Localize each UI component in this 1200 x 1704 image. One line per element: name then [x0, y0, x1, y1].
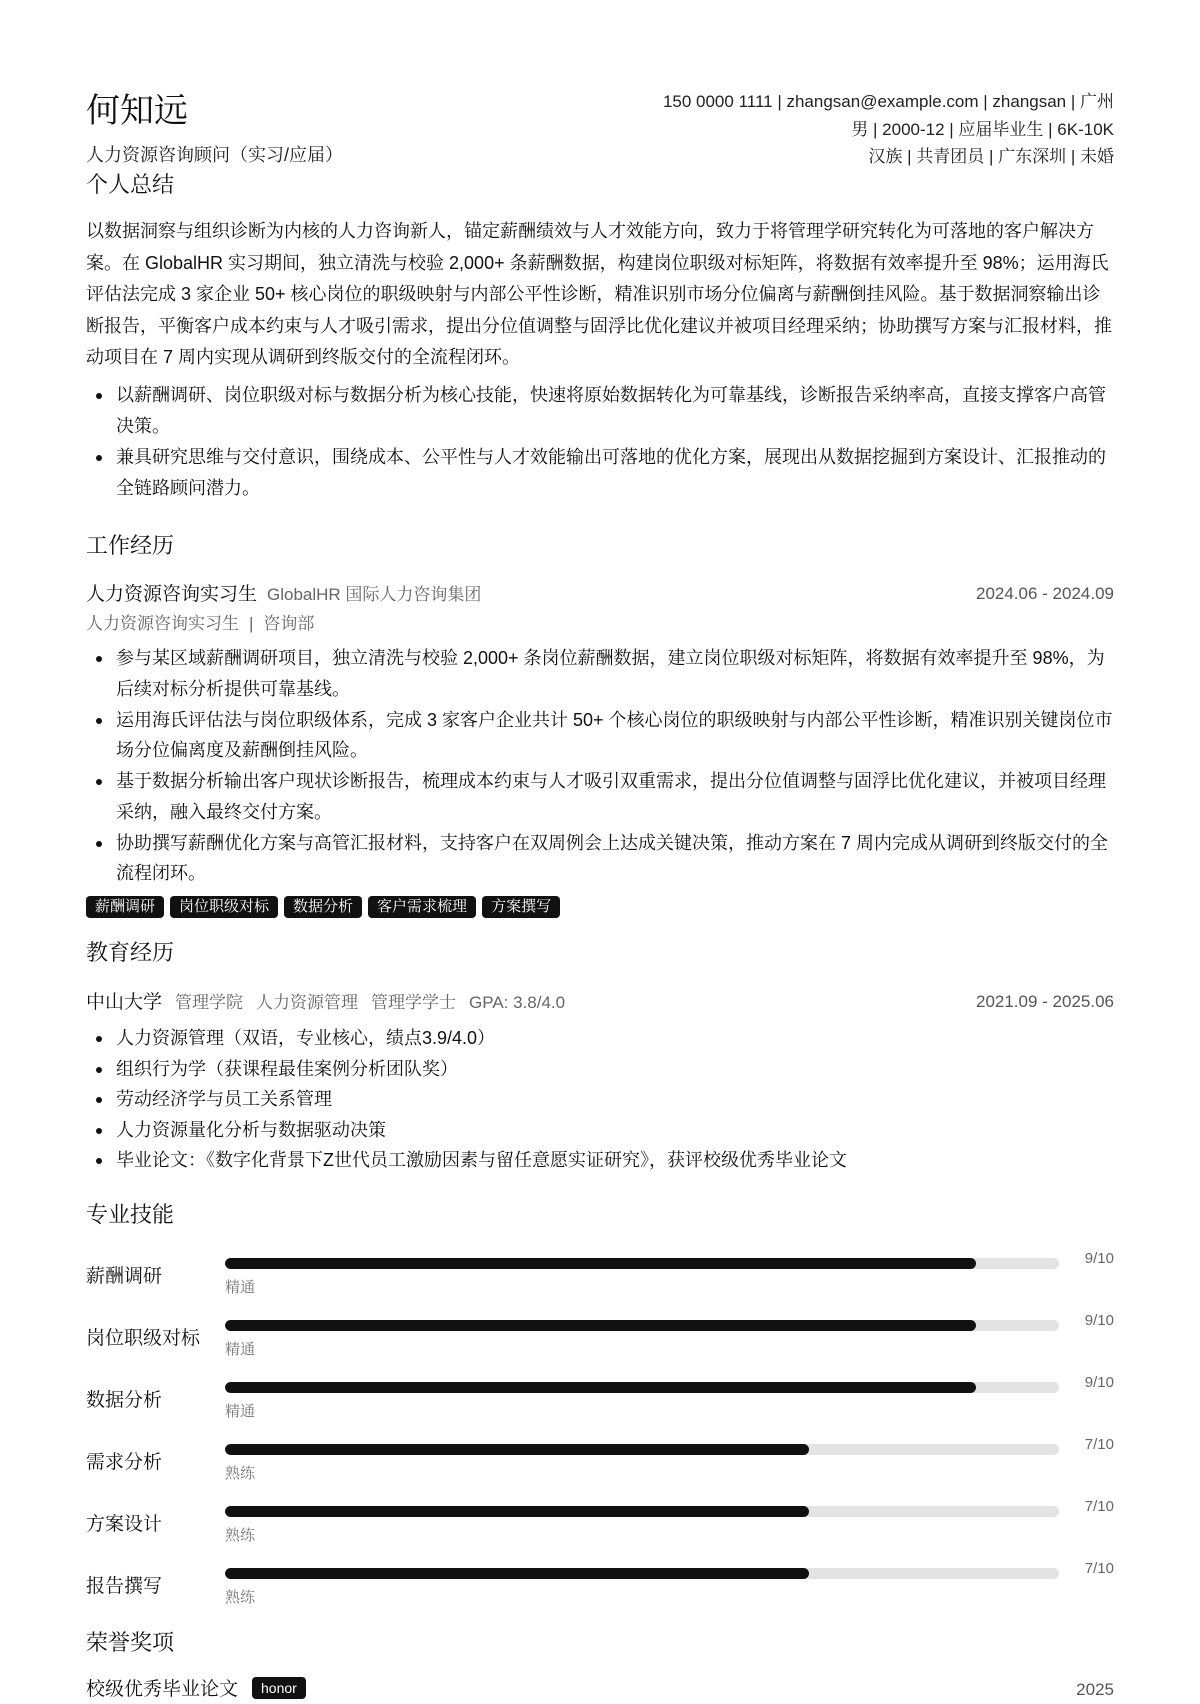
skill-level: 熟练 [225, 1465, 256, 1482]
work-bullet: 参与某区域薪酬调研项目，独立清洗与校验 2,000+ 条岗位薪酬数据，建立岗位职级对标矩阵，将数据有效率提升至 98%，为后续对标分析提供可靠基线。 [86, 643, 1114, 704]
skill-name: 薪酬调研 [86, 1266, 163, 1287]
skill-bar-fill [225, 1320, 976, 1331]
position-separator: | [249, 614, 254, 633]
skill-row [86, 1250, 1114, 1310]
company-name: GlobalHR 国际人力咨询集团 [267, 585, 482, 604]
job-title: 人力资源咨询实习生 [86, 584, 258, 605]
skill-bar-track [225, 1444, 1059, 1455]
skill-row [86, 1374, 1114, 1434]
skill-score: 9/10 [1084, 1374, 1114, 1391]
resume-header [86, 84, 1114, 174]
position-name: 人力资源咨询实习生 [86, 614, 239, 633]
skill-tag-list [86, 896, 560, 918]
department-name: 咨询部 [263, 614, 315, 633]
skill-name: 数据分析 [86, 1390, 163, 1411]
skill-name: 方案设计 [86, 1514, 163, 1535]
skill-tag: 数据分析 [284, 896, 362, 918]
honor-badge: honor [252, 1677, 306, 1699]
skill-name: 需求分析 [86, 1452, 163, 1473]
skill-score: 7/10 [1084, 1498, 1114, 1515]
summary-paragraph: 以数据洞察与组织诊断为内核的人力咨询新人，锚定薪酬绩效与人才效能方向，致力于将管理学研究转化为可落地的客户解决方案。在 GlobalHR 实习期间，独立清洗与校验 2,000+ 条薪酬数据，构建岗位职级对标矩阵，将数据有效率提升至 98%；运用海氏评估法完成 3 家企业 50+ 核心岗位的职级映射与内部公平性诊断，精准识别市场分位偏离与薪酬倒挂风险。基于数据洞察输出诊断报告，平衡客户成本约束与人才吸引需求，提出分位值调整与固浮比优化建议并被项目经理采纳；协助撰写方案与汇报材料，推动项目在 7 周内实现从调研到终版交付的全流程闭环。 [86, 221, 1112, 367]
summary-bullet: 以薪酬调研、岗位职级对标与数据分析为核心技能，快速将原始数据转化为可靠基线，诊断报告采纳率高，直接支撑客户高管决策。 [86, 380, 1114, 441]
skill-score: 7/10 [1084, 1560, 1114, 1577]
school-name: 中山大学 [86, 992, 163, 1013]
honors-section-title: 荣誉奖项 [86, 1630, 175, 1655]
skill-tag: 薪酬调研 [86, 896, 164, 918]
skill-row [86, 1436, 1114, 1496]
skill-bar-fill [225, 1444, 809, 1455]
skill-name: 报告撰写 [86, 1576, 163, 1597]
skill-bar-fill [225, 1506, 809, 1517]
education-bullet: 组织行为学（获课程最佳案例分析团队奖） [86, 1054, 1114, 1085]
education-bullet: 人力资源管理（双语，专业核心，绩点3.9/4.0） [86, 1023, 1114, 1054]
skill-tag: 方案撰写 [482, 896, 560, 918]
work-entry-header [86, 580, 1114, 608]
education-bullet: 人力资源量化分析与数据驱动决策 [86, 1115, 1114, 1146]
skill-bar-fill [225, 1568, 809, 1579]
college-name: 管理学院 [175, 993, 244, 1012]
work-bullet-list [86, 643, 1114, 889]
skill-bar-track [225, 1382, 1059, 1393]
skill-tag: 岗位职级对标 [170, 896, 278, 918]
work-bullet: 协助撰写薪酬优化方案与高管汇报材料，支持客户在双周例会上达成关键决策，推动方案在 7 周内完成从调研到终版交付的全流程闭环。 [86, 828, 1114, 889]
skill-level: 精通 [225, 1341, 256, 1358]
skill-row [86, 1560, 1114, 1620]
skill-bar-track [225, 1258, 1059, 1269]
education-bullet: 毕业论文：《数字化背景下Z世代员工激励因素与留任意愿实证研究》，获评校级优秀毕业论文 [86, 1145, 1114, 1176]
contact-info [663, 88, 1114, 171]
contact-line-2: 男 | 2000-12 | 应届毕业生 | 6K-10K [851, 119, 1114, 139]
skill-level: 熟练 [225, 1527, 256, 1544]
summary-section-title: 个人总结 [86, 172, 175, 197]
skill-score: 9/10 [1084, 1250, 1114, 1267]
work-date: 2024.06 - 2024.09 [975, 584, 1114, 603]
honor-entry [86, 1676, 1114, 1704]
skill-level: 精通 [225, 1403, 256, 1420]
education-entry-header [86, 988, 1114, 1016]
skill-bar-track [225, 1568, 1059, 1579]
education-date: 2021.09 - 2025.06 [975, 992, 1114, 1011]
skill-level: 精通 [225, 1279, 256, 1296]
skill-row [86, 1498, 1114, 1558]
work-section-title: 工作经历 [86, 533, 175, 558]
candidate-name: 何知远 [86, 92, 188, 130]
work-bullet: 运用海氏评估法与岗位职级体系，完成 3 家客户企业共计 50+ 个核心岗位的职级映射与内部公平性诊断，精准识别关键岗位市场分位偏离度及薪酬倒挂风险。 [86, 705, 1114, 766]
skill-bar-track [225, 1506, 1059, 1517]
skill-name: 岗位职级对标 [86, 1328, 201, 1349]
contact-line-3: 汉族 | 共青团员 | 广东深圳 | 未婚 [868, 147, 1114, 166]
gpa-value: GPA: 3.8/4.0 [469, 993, 566, 1012]
skill-bar-fill [225, 1258, 976, 1269]
skill-row [86, 1312, 1114, 1372]
skill-bar-track [225, 1320, 1059, 1331]
skill-bar-fill [225, 1382, 976, 1393]
resume-page [86, 0, 1114, 1700]
skill-level: 熟练 [225, 1589, 256, 1606]
education-bullet: 劳动经济学与员工关系管理 [86, 1084, 1114, 1115]
candidate-role: 人力资源咨询顾问（实习/应届） [86, 145, 343, 165]
summary-bullet-list [86, 380, 1114, 504]
degree-name: 管理学学士 [371, 993, 457, 1012]
education-bullet-list [86, 1023, 1114, 1176]
skill-score: 9/10 [1084, 1312, 1114, 1329]
major-name: 人力资源管理 [256, 993, 359, 1012]
contact-line-1: 150 0000 1111 | zhangsan@example.com | zhangsan | 广州 [662, 92, 1114, 111]
skill-score: 7/10 [1084, 1436, 1114, 1453]
education-section-title: 教育经历 [86, 940, 175, 965]
work-position-line [86, 611, 314, 637]
summary-bullet: 兼具研究思维与交付意识，围绕成本、公平性与人才效能输出可落地的优化方案，展现出从数据挖掘到方案设计、汇报推动的全链路顾问潜力。 [86, 442, 1114, 503]
work-bullet: 基于数据分析输出客户现状诊断报告，梳理成本约束与人才吸引双重需求，提出分位值调整与固浮比优化建议，并被项目经理采纳，融入最终交付方案。 [86, 766, 1114, 827]
skills-section-title: 专业技能 [86, 1202, 175, 1227]
skill-tag: 客户需求梳理 [368, 896, 476, 918]
honor-year: 2025 [1076, 1680, 1114, 1699]
honor-title: 校级优秀毕业论文 [86, 1679, 239, 1700]
